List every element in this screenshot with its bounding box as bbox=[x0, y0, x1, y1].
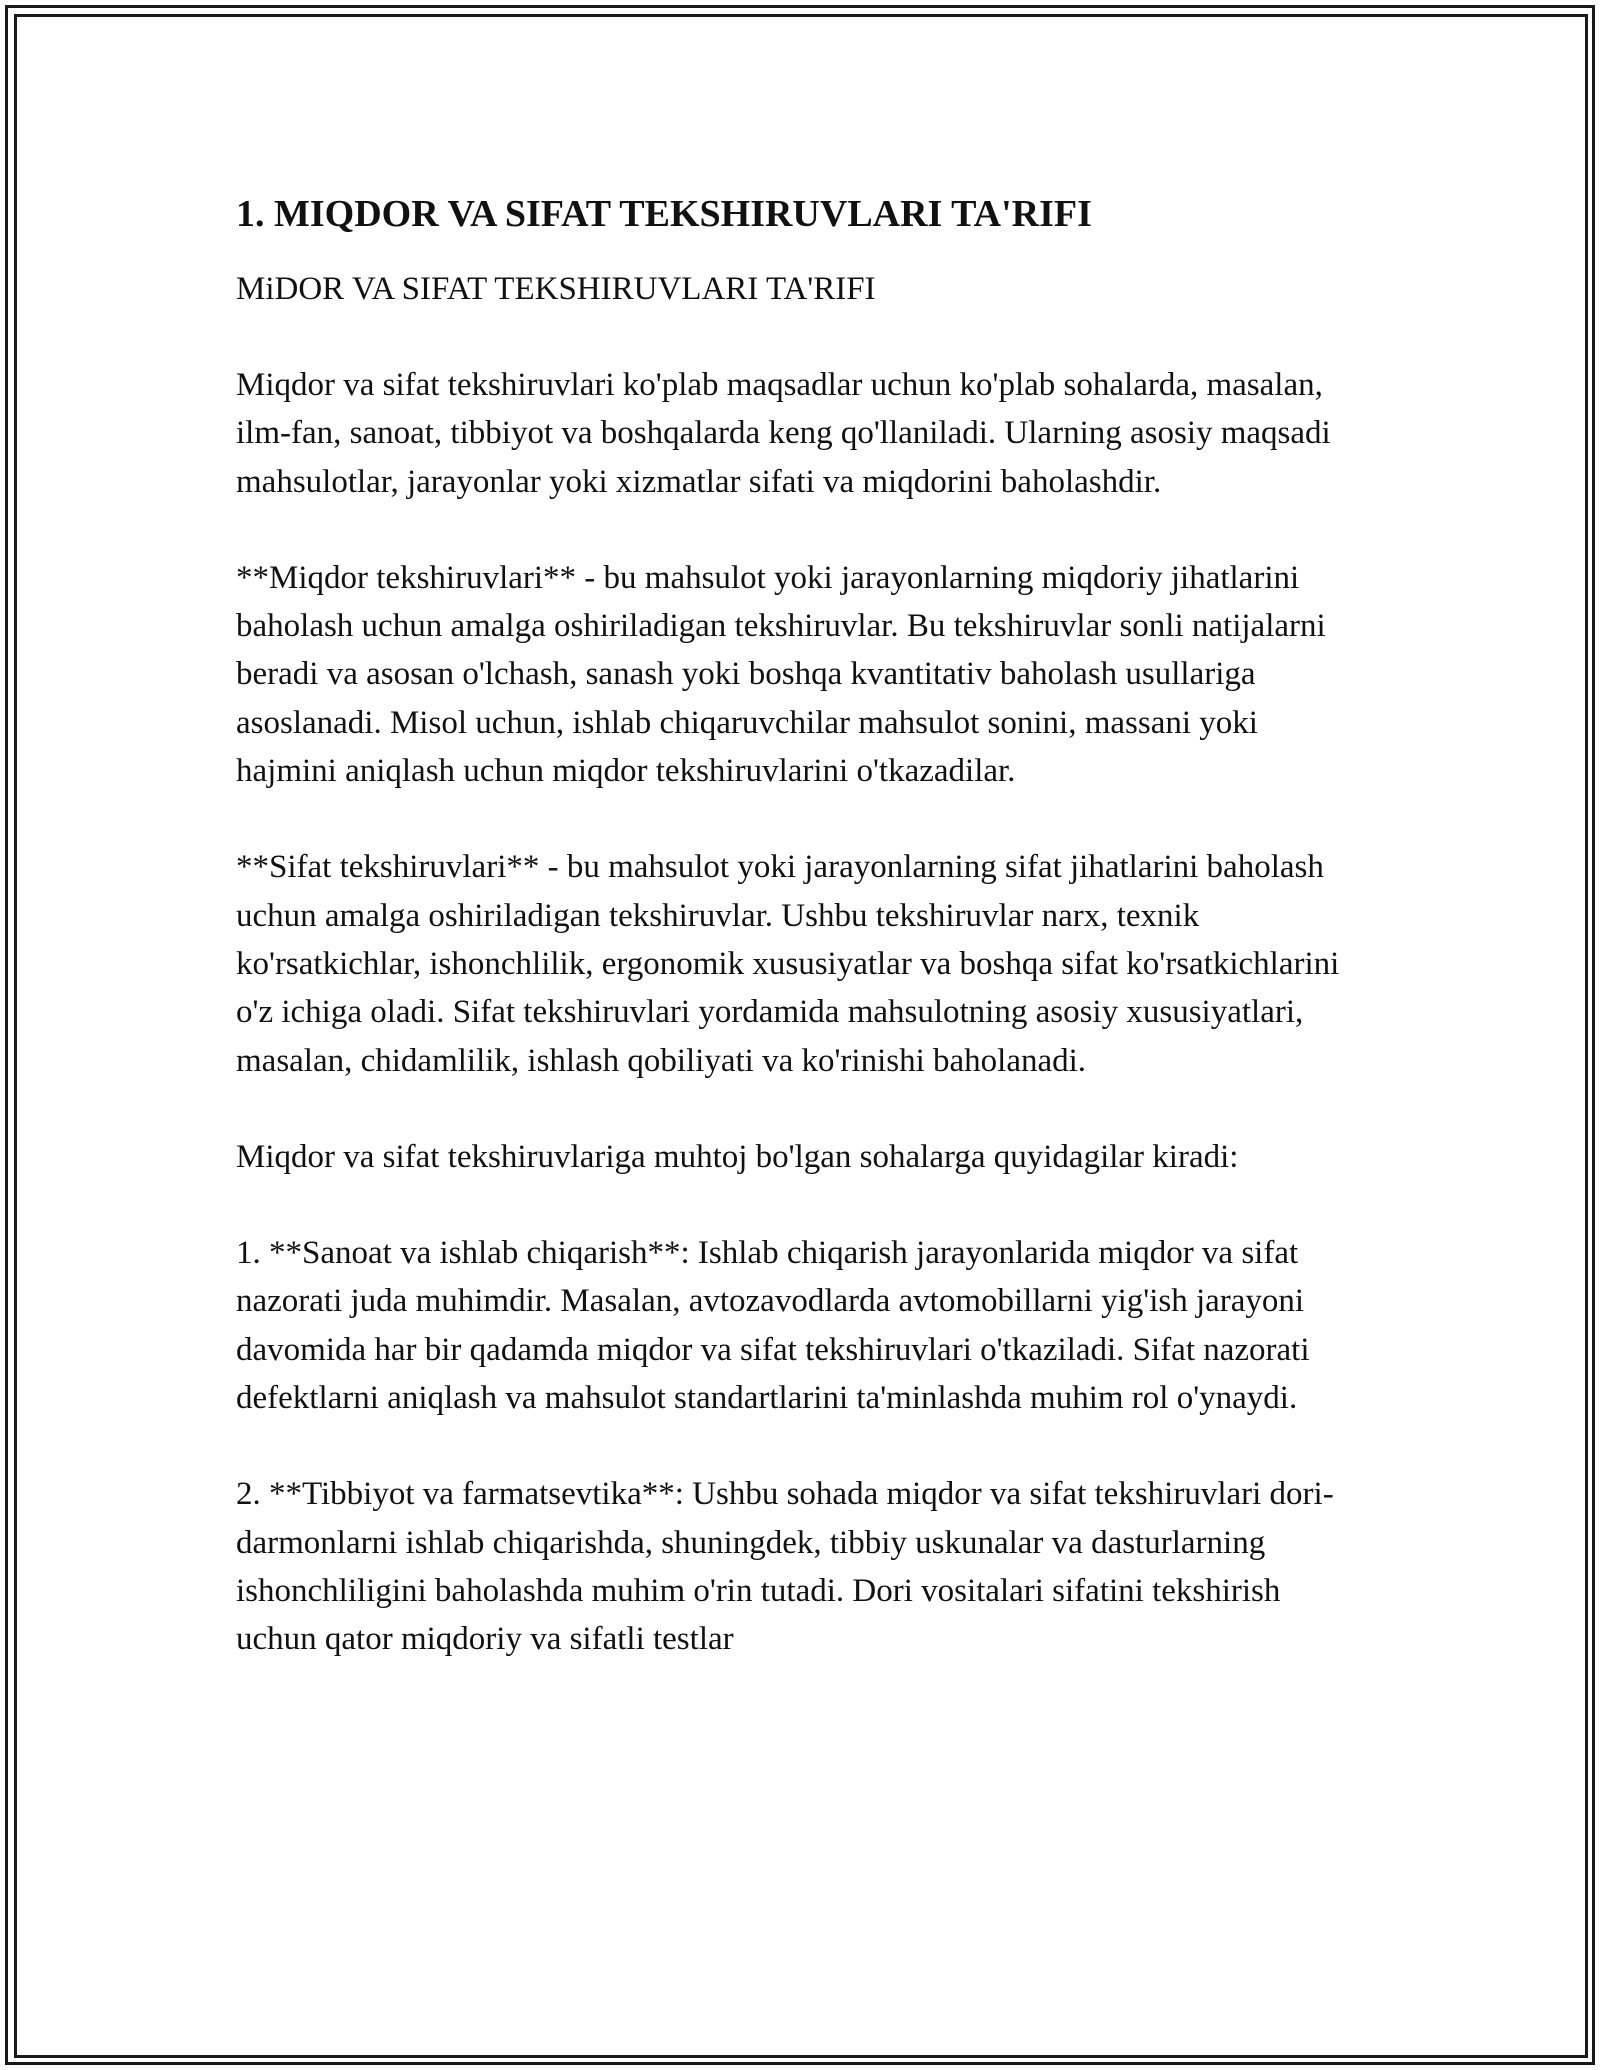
paragraph-industry: 1. **Sanoat va ishlab chiqarish**: Ishlab chiqarish jarayonlarida miqdor va sifat nazorati juda muhimdir. Masalan, avtozavodlarda avtomobillarni yig'ish jarayoni davomida har bir qadamda miqdor va sifat tekshiruvlari o'tkaziladi. Sifat nazorati defektlarni aniqlash va mahsulot standartlarini ta'minlashda muhim rol o'ynaydi. bbox=[236, 1235, 1310, 1417]
paragraph-fields-intro: Miqdor va sifat tekshiruvlariga muhtoj bo'lgan sohalarga quyidagilar kiradi: bbox=[236, 1138, 1239, 1175]
section-subtitle: MiDOR VA SIFAT TEKSHIRUVLARI TA'RIFI bbox=[236, 271, 876, 307]
paragraph-medicine: 2. **Tibbiyot va farmatsevtika**: Ushbu sohada miqdor va sifat tekshiruvlari dori-darmonlarni ishlab chiqarishda, shuningdek, tibbiy uskunalar va dasturlarning ishonchliligini baholashda muhim o'rin tutadi. Dori vositalari sifatini tekshirish uchun qator miqdoriy va sifatli testlar bbox=[236, 1476, 1334, 1658]
section-heading: 1. MIQDOR VA SIFAT TEKSHIRUVLARI TA'RIFI bbox=[236, 193, 1092, 235]
paragraph-quality-checks: **Sifat tekshiruvlari** - bu mahsulot yoki jarayonlarning sifat jihatlarini baholash uchun amalga oshiriladigan tekshiruvlar. Ushbu tekshiruvlar narx, texnik ko'rsatkichlar, ishonchlilik, ergonomik xususiyatlar va boshqa sifat ko'rsatkichlarini o'z ichiga oladi. Sifat tekshiruvlari yordamida mahsulotning asosiy xususiyatlari, masalan, chidamlilik, ishlash qobiliyati va ko'rinishi baholanadi. bbox=[236, 849, 1340, 1079]
paragraph-intro: Miqdor va sifat tekshiruvlari ko'plab maqsadlar uchun ko'plab sohalarda, masalan, ilm-fan, sanoat, tibbiyot va boshqalarda keng qo'llaniladi. Ularning asosiy maqsadi mahsulotlar, jarayonlar yoki xizmatlar sifati va miqdorini baholashdir. bbox=[236, 367, 1331, 500]
paragraph-quantity-checks: **Miqdor tekshiruvlari** - bu mahsulot yoki jarayonlarning miqdoriy jihatlarini baholash uchun amalga oshiriladigan tekshiruvlar. Bu tekshiruvlar sonli natijalarni beradi va asosan o'lchash, sanash yoki boshqa kvantitativ baholash usullariga asoslanadi. Misol uchun, ishlab chiqaruvchilar mahsulot sonini, massani yoki hajmini aniqlash uchun miqdor tekshiruvlarini o'tkazadilar. bbox=[236, 559, 1326, 790]
document-body bbox=[236, 190, 1366, 1664]
